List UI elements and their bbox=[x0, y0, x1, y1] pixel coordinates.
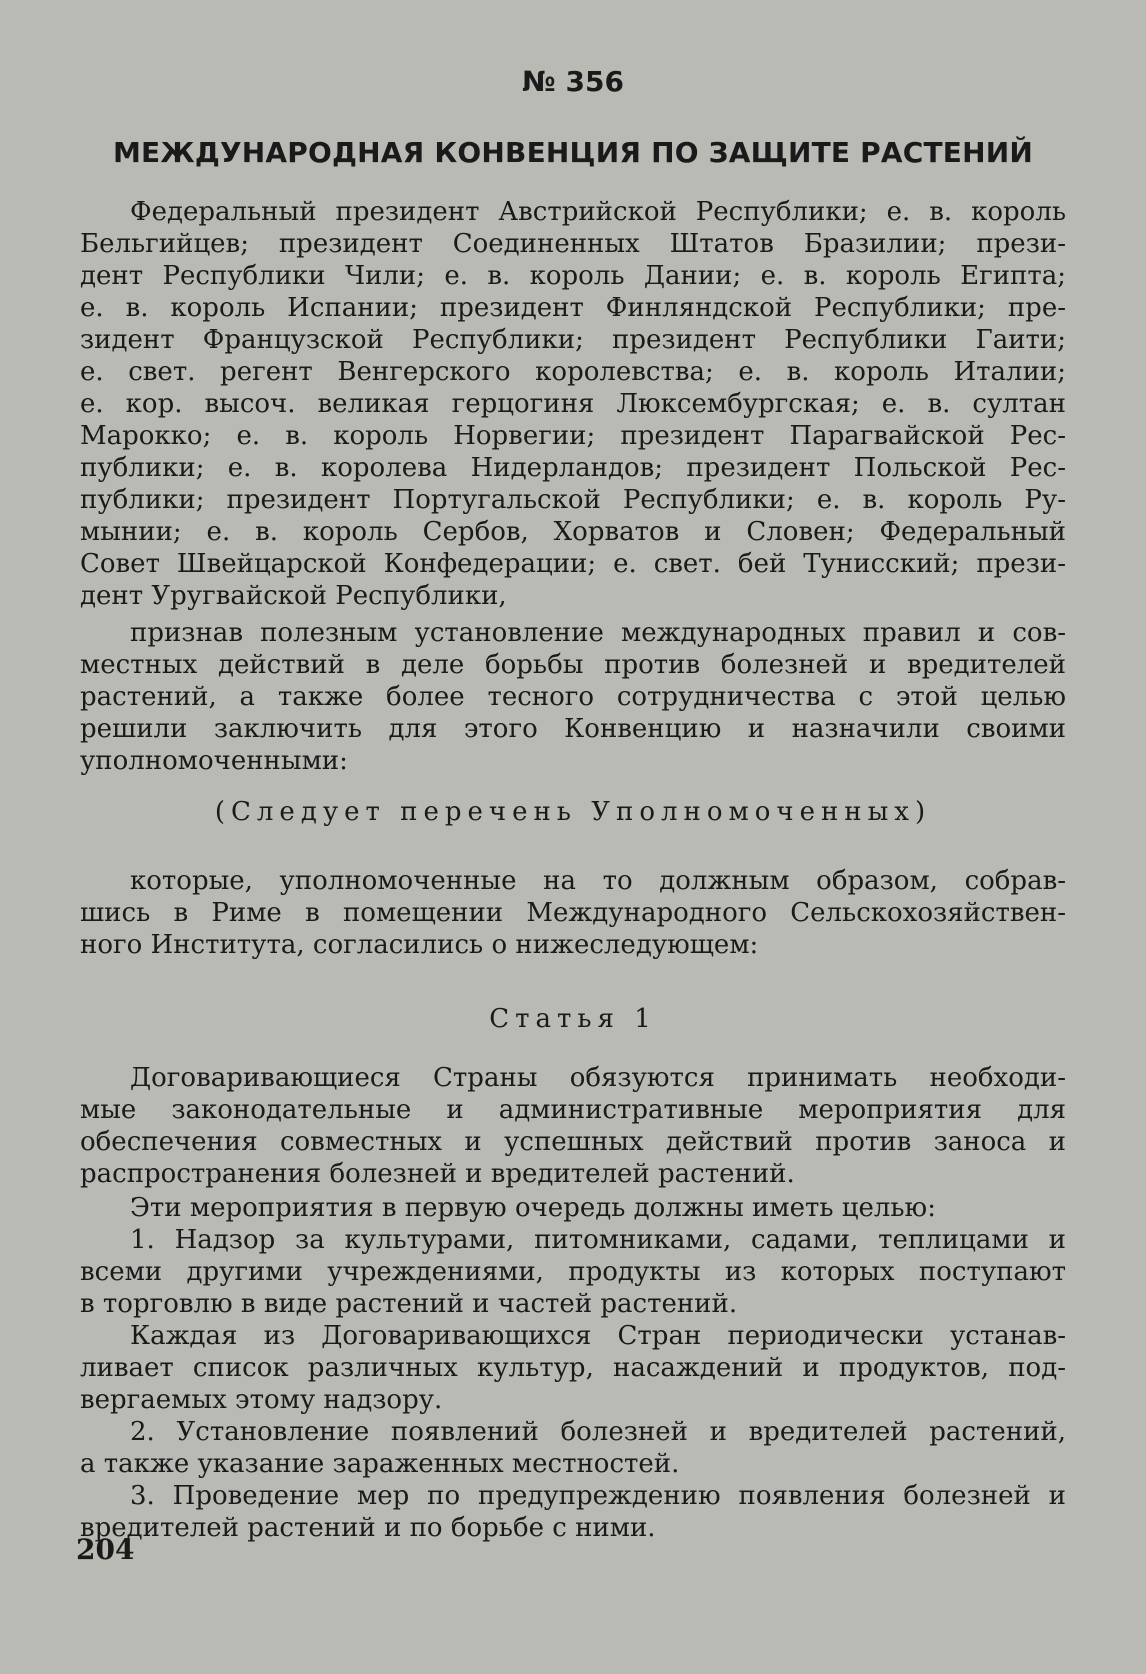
text-line: Бельгийцев; президент Соединенных Штатов Бразилии; прези- bbox=[80, 229, 1066, 259]
text-line: вергаемых этому надзору. bbox=[80, 1385, 443, 1415]
text-line: уполномоченными: bbox=[80, 746, 348, 776]
text-line: ливает список различных культур, насаждений и продуктов, под- bbox=[80, 1353, 1066, 1383]
text-line: Марокко; е. в. король Норвегии; президент Парагвайской Рес- bbox=[80, 421, 1066, 451]
text-line: мые законодательные и административные мероприятия для bbox=[80, 1095, 1066, 1125]
page-number: 204 bbox=[76, 1533, 135, 1566]
text-line: которые, уполномоченные на то должным образом, собрав- bbox=[130, 866, 1066, 896]
text-line: вредителей растений и по борьбе с ними. bbox=[80, 1513, 656, 1543]
text-line: растений, а также более тесного сотрудничества с этой целью bbox=[80, 682, 1066, 712]
text-line: распространения болезней и вредителей растений. bbox=[80, 1159, 795, 1189]
article-body bbox=[80, 1062, 1066, 1544]
text-line: дент Республики Чили; е. в. король Дании; е. в. король Египта; bbox=[80, 261, 1066, 291]
text-line: публики; е. в. королева Нидерландов; президент Польской Рес- bbox=[80, 453, 1066, 483]
article-paragraph bbox=[80, 1192, 1066, 1224]
article-paragraph bbox=[80, 1062, 1066, 1190]
text-line: мынии; е. в. король Сербов, Хорватов и Словен; Федеральный bbox=[80, 517, 1066, 547]
text-line: шись в Риме в помещении Международного Сельскохозяйствен- bbox=[80, 898, 1066, 928]
text-line: Федеральный президент Австрийской Республики; е. в. король bbox=[130, 197, 1066, 227]
text-line: 2. Установление появлений болезней и вредителей растений, bbox=[130, 1417, 1066, 1447]
text-line: ного Института, согласились о нижеследующем: bbox=[80, 930, 759, 960]
text-line: 1. Надзор за культурами, питомниками, садами, теплицами и bbox=[130, 1225, 1066, 1255]
text-line: всеми другими учреждениями, продукты из которых поступают bbox=[80, 1257, 1066, 1287]
text-line: а также указание зараженных местностей. bbox=[80, 1449, 680, 1479]
document-number: № 356 bbox=[522, 65, 624, 98]
agreement-paragraph bbox=[80, 865, 1066, 961]
text-line: е. в. король Испании; президент Финляндской Республики; пре- bbox=[80, 293, 1066, 323]
text-line: дент Уругвайской Республики, bbox=[80, 581, 507, 611]
text-line: е. кор. высоч. великая герцогиня Люксембургская; е. в. султан bbox=[80, 389, 1066, 419]
text-line: е. свет. регент Венгерского королевства; е. в. король Италии; bbox=[80, 357, 1066, 387]
text-line: обеспечения совместных и успешных действий против заноса и bbox=[80, 1127, 1066, 1157]
article-paragraph bbox=[80, 1224, 1066, 1320]
text-line: публики; президент Португальской Республики; е. в. король Ру- bbox=[80, 485, 1066, 515]
article-heading: Статья 1 bbox=[489, 1004, 657, 1034]
text-line: решили заключить для этого Конвенцию и назначили своими bbox=[80, 714, 1066, 744]
recognizing-paragraph bbox=[80, 617, 1066, 777]
text-line: Эти мероприятия в первую очередь должны иметь целью: bbox=[130, 1193, 936, 1223]
text-line: Каждая из Договаривающихся Стран периодически устанав- bbox=[130, 1321, 1066, 1351]
text-line: местных действий в деле борьбы против болезней и вредителей bbox=[80, 650, 1066, 680]
text-line: признав полезным установление международных правил и сов- bbox=[130, 618, 1066, 648]
article-paragraph bbox=[80, 1320, 1066, 1416]
article-paragraph bbox=[80, 1480, 1066, 1544]
article-paragraph bbox=[80, 1416, 1066, 1480]
text-line: Договаривающиеся Страны обязуются принимать необходи- bbox=[130, 1063, 1066, 1093]
document-title: МЕЖДУНАРОДНАЯ КОНВЕНЦИЯ ПО ЗАЩИТЕ РАСТЕНИЙ bbox=[112, 136, 1034, 169]
text-line: зидент Французской Республики; президент Республики Гаити; bbox=[80, 325, 1066, 355]
text-line: 3. Проведение мер по предупреждению появления болезней и bbox=[130, 1481, 1066, 1511]
text-line: Совет Швейцарской Конфедерации; е. свет. бей Тунисский; прези- bbox=[80, 549, 1066, 579]
plenipotentiaries-note: (Следует перечень Уполномоченных) bbox=[214, 797, 932, 827]
preamble-paragraph bbox=[80, 196, 1066, 612]
text-line: в торговлю в виде растений и частей растений. bbox=[80, 1289, 738, 1319]
